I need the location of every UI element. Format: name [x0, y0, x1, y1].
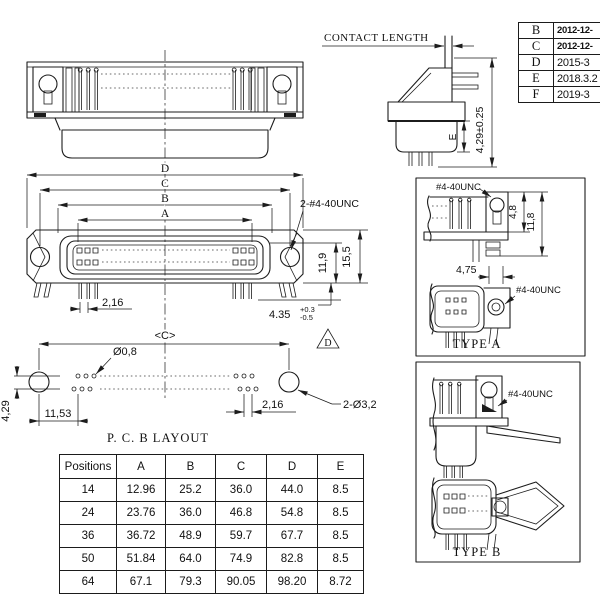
revision-date: 2019-3 [554, 87, 600, 103]
revision-letter: D [519, 55, 554, 71]
revision-date: 2015-3 [554, 55, 600, 71]
positions-table [59, 454, 364, 594]
type-a-screw-label-top: #4-40UNC [436, 182, 481, 193]
pcb-dim-1153-label: 11,53 [44, 408, 72, 420]
revision-letter: F [519, 87, 554, 103]
contact-length-label: CONTACT LENGTH [324, 32, 429, 44]
cell: 67.1 [117, 571, 166, 594]
revision-letter: E [519, 71, 554, 87]
dim-435-tol-minus: -0.5 [300, 313, 313, 322]
type-a-caption: TYPE A [452, 337, 502, 351]
type-b-caption: TYPE B [452, 545, 502, 559]
dim-e-label: E [448, 133, 459, 141]
pcb-dim-c-label: <C> [154, 330, 176, 342]
table-row [60, 548, 364, 571]
cell: 48.9 [166, 525, 216, 548]
type-a-dim-118: 11,8 [526, 212, 537, 232]
screw-thread-label: 2-#4-40UNC [300, 198, 359, 210]
cell: 8.5 [318, 548, 364, 571]
type-a-panel [416, 178, 585, 356]
cell: 98.20 [267, 571, 318, 594]
cell: 50 [60, 548, 117, 571]
dim-d-label: D [160, 163, 170, 175]
revision-row [519, 71, 600, 87]
type-b-screw-label: #4-40UNC [508, 389, 553, 400]
cell: 12.96 [117, 479, 166, 502]
front-view [27, 163, 368, 349]
cell: 54.8 [267, 502, 318, 525]
revision-row [519, 23, 600, 39]
cell: 25.2 [166, 479, 216, 502]
revision-row [519, 39, 600, 55]
cell: 64 [60, 571, 117, 594]
cell: 36.0 [166, 502, 216, 525]
cell: 24 [60, 502, 117, 525]
revision-date: 2018.3.2 [554, 71, 600, 87]
cell: 82.8 [267, 548, 318, 571]
pcb-dim-216-label: 2,16 [262, 399, 284, 411]
dim-435-tol-plus: +0.3 [300, 305, 315, 314]
contact-field [77, 248, 254, 265]
revision-table [518, 22, 600, 103]
positions-header-row [60, 455, 364, 479]
col-header-a: A [117, 455, 166, 479]
dim-155-label: 15,5 [341, 246, 353, 268]
type-b-panel [416, 362, 580, 562]
revision-triangle-letter: D [324, 338, 332, 349]
table-row [60, 479, 364, 502]
cell: 36.0 [216, 479, 267, 502]
col-header-d: D [267, 455, 318, 479]
cell: 36.72 [117, 525, 166, 548]
cell: 79.3 [166, 571, 216, 594]
revision-letter: C [519, 39, 554, 55]
revision-letter: B [519, 23, 554, 39]
dim-119-label: 11,9 [317, 252, 329, 274]
dim-216-label: 2,16 [102, 297, 124, 309]
col-header-b: B [166, 455, 216, 479]
revision-date: 2012-12- [554, 23, 600, 39]
cell: 36 [60, 525, 117, 548]
col-header-positions: Positions [60, 455, 117, 479]
col-header-c: C [216, 455, 267, 479]
cell: 44.0 [267, 479, 318, 502]
cell: 8.5 [318, 502, 364, 525]
cell: 14 [60, 479, 117, 502]
cell: 8.72 [318, 571, 364, 594]
cell: 67.7 [267, 525, 318, 548]
cell: 23.76 [117, 502, 166, 525]
cell: 74.9 [216, 548, 267, 571]
dim-429-label: 4,29±0.25 [474, 106, 486, 154]
dim-a-label: A [160, 208, 170, 220]
dim-b-label: B [161, 193, 169, 205]
revision-row [519, 55, 600, 71]
side-view [322, 32, 497, 167]
dim-435-label: 4.35 [269, 309, 291, 321]
cell: 59.7 [216, 525, 267, 548]
table-row [60, 502, 364, 525]
top-view [27, 50, 303, 398]
type-a-screw-label-bottom: #4-40UNC [516, 285, 561, 296]
type-a-dim-48: 4,8 [508, 205, 519, 219]
cell: 46.8 [216, 502, 267, 525]
table-row [60, 571, 364, 594]
type-a-dim-475: 4,75 [456, 264, 477, 276]
pcb-layout [0, 330, 377, 445]
cell: 90.05 [216, 571, 267, 594]
cell: 64.0 [166, 548, 216, 571]
hole-big-label: 2-Ø3,2 [343, 399, 377, 411]
revision-date: 2012-12- [554, 39, 600, 55]
cell: 8.5 [318, 479, 364, 502]
col-header-e: E [318, 455, 364, 479]
hole-small-label: Ø0,8 [113, 346, 137, 358]
dim-c-label: C [161, 178, 169, 190]
revision-row [519, 87, 600, 103]
pcb-dim-429-label: 4,29 [0, 400, 12, 422]
table-row [60, 525, 364, 548]
cell: 51.84 [117, 548, 166, 571]
pcb-caption: P. C. B LAYOUT [106, 431, 210, 445]
cell: 8.5 [318, 525, 364, 548]
